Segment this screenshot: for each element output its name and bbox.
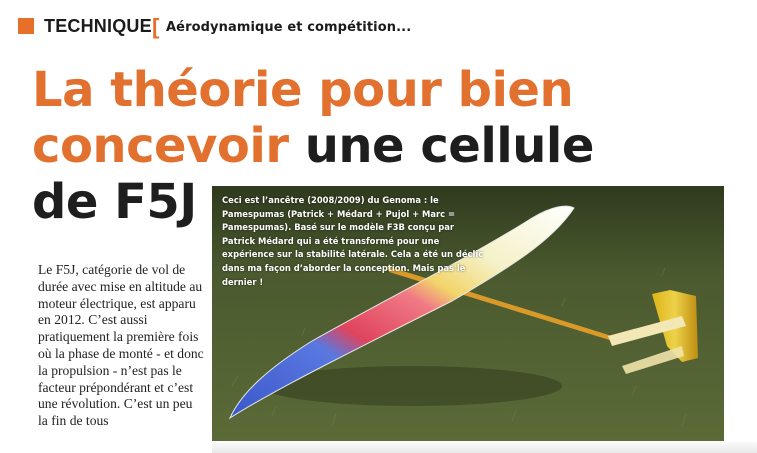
title-highlight: concevoir xyxy=(32,118,289,174)
section-bracket: [ xyxy=(152,14,160,39)
glider-photo xyxy=(212,186,724,441)
title-continuation: une cellule xyxy=(288,118,594,174)
title-line-1: La théorie pour bien xyxy=(32,62,574,118)
page-bottom-edge xyxy=(212,442,757,453)
section-subtitle: Aérodynamique et compétition... xyxy=(166,20,412,35)
section-header xyxy=(0,16,757,40)
title-line-3: de F5J xyxy=(32,174,197,230)
title-line-2 xyxy=(32,118,732,174)
article-body: Le F5J, catégorie de vol de durée avec mise en altitude au moteur électrique, est apparu en 2012. C’est aussi pratiquement la première fois où la phase de monté - et donc la propulsion - n’est pas le facteur prépondérant et c’est une révolution. C’est un peu la fin de tous xyxy=(38,262,204,429)
section-marker-square xyxy=(18,18,34,34)
section-title: TECHNIQUE xyxy=(44,16,152,36)
photo-caption: Ceci est l’ancêtre (2008/2009) du Genoma : le Pamespumas (Patrick + Médard + Pujol + Marc = Pamespumas). Basé sur le modèle F3B conçu par Patrick Médard qui a été transformé pour une expérience sur la stabilité latérale. Cela a été un déclic dans ma façon d’aborder la conception. Mais pas le dernier ! xyxy=(222,195,484,287)
